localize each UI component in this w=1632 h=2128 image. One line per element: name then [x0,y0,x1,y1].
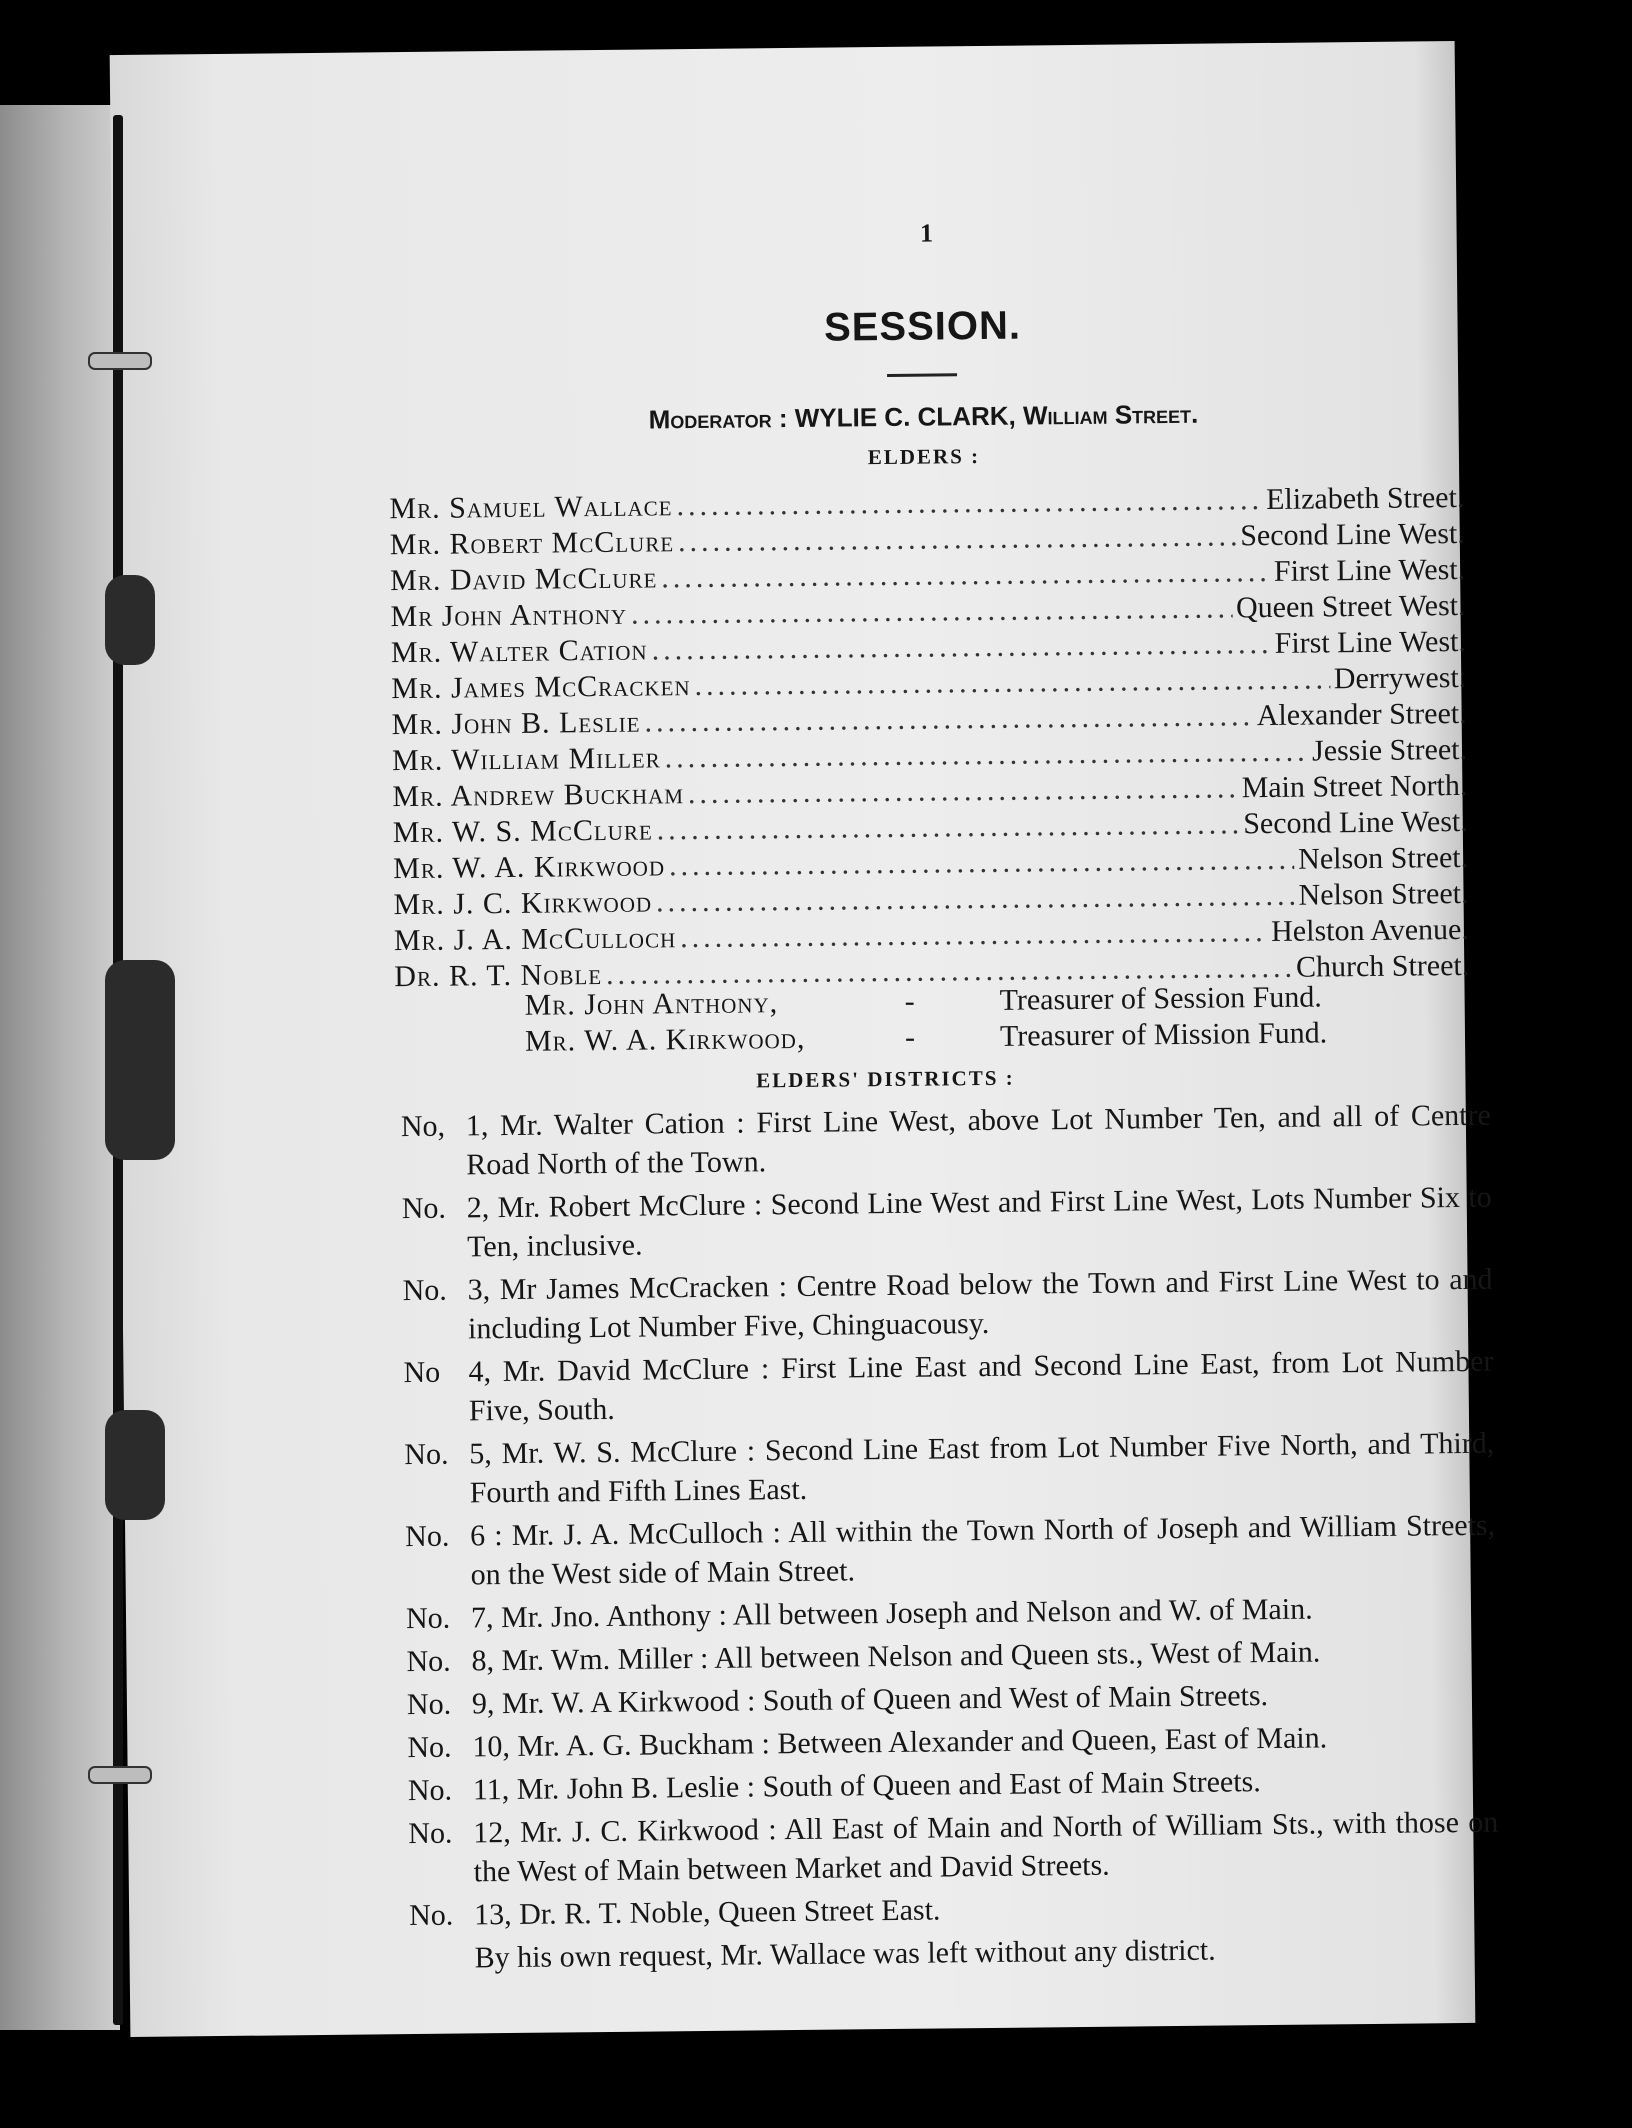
district-number: No, [400,1109,446,1144]
elder-street: First Line West. [1273,552,1466,588]
treasurer-dash: - [904,984,915,1018]
district-entry [402,1260,1493,1349]
district-text: 8, Mr. Wm. Miller : All between Nelson and Queen sts., West of Main. [471,1635,1321,1678]
elder-name: Mr John Anthony [390,597,628,634]
district-text: 7, Mr. Jno. Anthony : All between Joseph and Nelson and W. of Main. [470,1592,1313,1635]
treasurer-name: Mr. W. A. Kirkwood, [524,1021,806,1058]
torn-binding-fragment [105,960,175,1160]
district-text: 6 : Mr. J. A. McCulloch : All within the Town North of Joseph and William Streets, on the West side of Main Street. [470,1508,1496,1592]
district-text: 12, Mr. J. C. Kirkwood : All East of Main and North of William Sts., with those on the West of Main between Market and David Streets. [473,1805,1499,1889]
districts-heading: ELDERS' DISTRICTS : [756,1065,1015,1093]
elder-street: Queen Street West. [1235,588,1466,625]
torn-binding-fragment [105,1410,165,1520]
leader-dots [656,879,1295,920]
leader-dots [678,519,1237,559]
elder-street: Nelson Street. [1298,876,1469,912]
page-title: SESSION. [823,303,1022,350]
district-number: No. [405,1601,451,1636]
elder-name: Mr. J. A. McCulloch [393,921,677,958]
treasurers-list [524,979,1425,1060]
district-entry [401,1096,1492,1185]
district-number: No. [405,1519,450,1554]
elder-street: Church Street. [1295,948,1470,984]
district-number: No. [402,1273,447,1308]
district-entry [409,1885,1499,1935]
district-number: No. [408,1816,453,1851]
closing-note: By his own request, Mr. Wallace was left without any district. [474,1933,1216,1975]
moderator-label: Moderator : [648,403,788,435]
district-number: No [403,1355,441,1390]
district-number: No. [407,1773,453,1808]
district-text: 4, Mr. David McClure : First Line East and Second Line East, from Lot Number Five, South. [468,1344,1494,1428]
elder-street: Second Line West. [1240,516,1465,553]
document-page [110,41,1499,2037]
elder-street: Main Street North. [1241,768,1468,805]
district-entry [408,1760,1498,1810]
moderator-name: WYLIE C. CLARK, [794,400,1016,433]
district-text: 10, Mr. A. G. Buckham : Between Alexander and Queen, East of Main. [472,1721,1328,1764]
elder-street: First Line West. [1274,624,1467,660]
district-entry [404,1424,1495,1513]
elder-street: Jessie Street. [1311,732,1468,768]
district-entry [407,1674,1497,1724]
elder-street: Second Line West. [1243,804,1468,841]
district-number: No. [404,1437,449,1472]
district-text: 1, Mr. Walter Cation : First Line West, above Lot Number Ten, and all of Centre Road North of the Town. [465,1098,1492,1182]
leader-dots [631,591,1232,631]
leader-dots [661,555,1270,595]
leader-dots [688,771,1238,811]
leader-dots [664,735,1308,776]
district-entry [402,1178,1493,1267]
district-entry [406,1588,1496,1638]
elders-list [389,481,1469,996]
elder-name: Mr. Robert McClure [389,525,675,562]
district-text: 2, Mr. Robert McClure : Second Line West and First Line West, Lots Number Six to Ten, inclusive. [466,1180,1492,1264]
page-number: 1 [919,218,934,248]
elder-name: Mr. David McClure [390,561,658,598]
title-divider [887,373,957,377]
districts-list [401,1096,1500,1978]
leader-dots [657,807,1240,847]
elder-street: Derrywest. [1333,660,1467,696]
district-text: 13, Dr. R. T. Noble, Queen Street East. [473,1893,941,1932]
district-number: No. [407,1730,452,1765]
treasurer-role: Treasurer of Session Fund. [999,980,1322,1017]
moderator-address: William Street. [1022,398,1199,431]
binding-stitch [88,352,152,370]
elder-street: Elizabeth Street. [1265,480,1465,517]
district-number: No. [406,1644,451,1679]
leader-dots [651,627,1270,667]
district-entry [403,1342,1494,1431]
district-text: 11, Mr. John B. Leslie : South of Queen and East of Main Streets. [472,1765,1261,1807]
leader-dots [680,915,1267,955]
district-text: 9, Mr. W. A Kirkwood : South of Queen and West of Main Streets. [471,1679,1269,1721]
elder-street: Nelson Street. [1298,840,1469,876]
leader-dots [669,843,1294,884]
torn-binding-fragment [105,575,155,665]
elder-name: Mr. J. C. Kirkwood [393,885,653,922]
district-text: 5, Mr. W. S. McClure : Second Line East from Lot Number Five North, and Third, Fourth and Fifth Lines East. [469,1426,1495,1510]
elder-name: Mr. Walter Cation [390,633,648,670]
leader-dots [676,483,1262,523]
elder-street: Helston Avenue. [1270,912,1470,948]
district-number: No. [408,1898,454,1933]
elder-street: Alexander Street. [1256,696,1467,733]
binding-stitch [88,1766,152,1784]
treasurer-dash: - [904,1020,916,1054]
elders-heading: ELDERS : [867,444,981,470]
elder-name: Mr. James McCracken [391,669,691,706]
moderator-line [473,397,1373,437]
elder-name: Mr. William Miller [391,741,661,778]
elder-name: Mr. Samuel Wallace [389,489,673,526]
district-entry [406,1631,1496,1681]
leader-dots [694,662,1330,703]
elder-name: Mr. W. A. Kirkwood [393,849,666,886]
treasurer-name: Mr. John Anthony, [524,986,779,1022]
district-entry [408,1803,1499,1892]
leader-dots [644,699,1253,739]
district-number: No. [401,1191,447,1226]
facing-page-edge [0,105,120,2030]
district-entry [405,1506,1496,1595]
elder-name: Mr. Andrew Buckham [392,777,685,814]
elder-name: Mr. John B. Leslie [391,705,641,742]
page-content [270,41,1499,2035]
treasurer-role: Treasurer of Mission Fund. [999,1016,1328,1053]
elder-name: Dr. R. T. Noble [394,957,603,994]
elder-name: Mr. W. S. McClure [392,813,653,850]
district-entry [407,1717,1497,1767]
district-number: No. [406,1687,452,1722]
district-text: 3, Mr James McCracken : Centre Road below the Town and First Line West to and including Lot Number Five, Chinguacousy. [467,1262,1493,1346]
